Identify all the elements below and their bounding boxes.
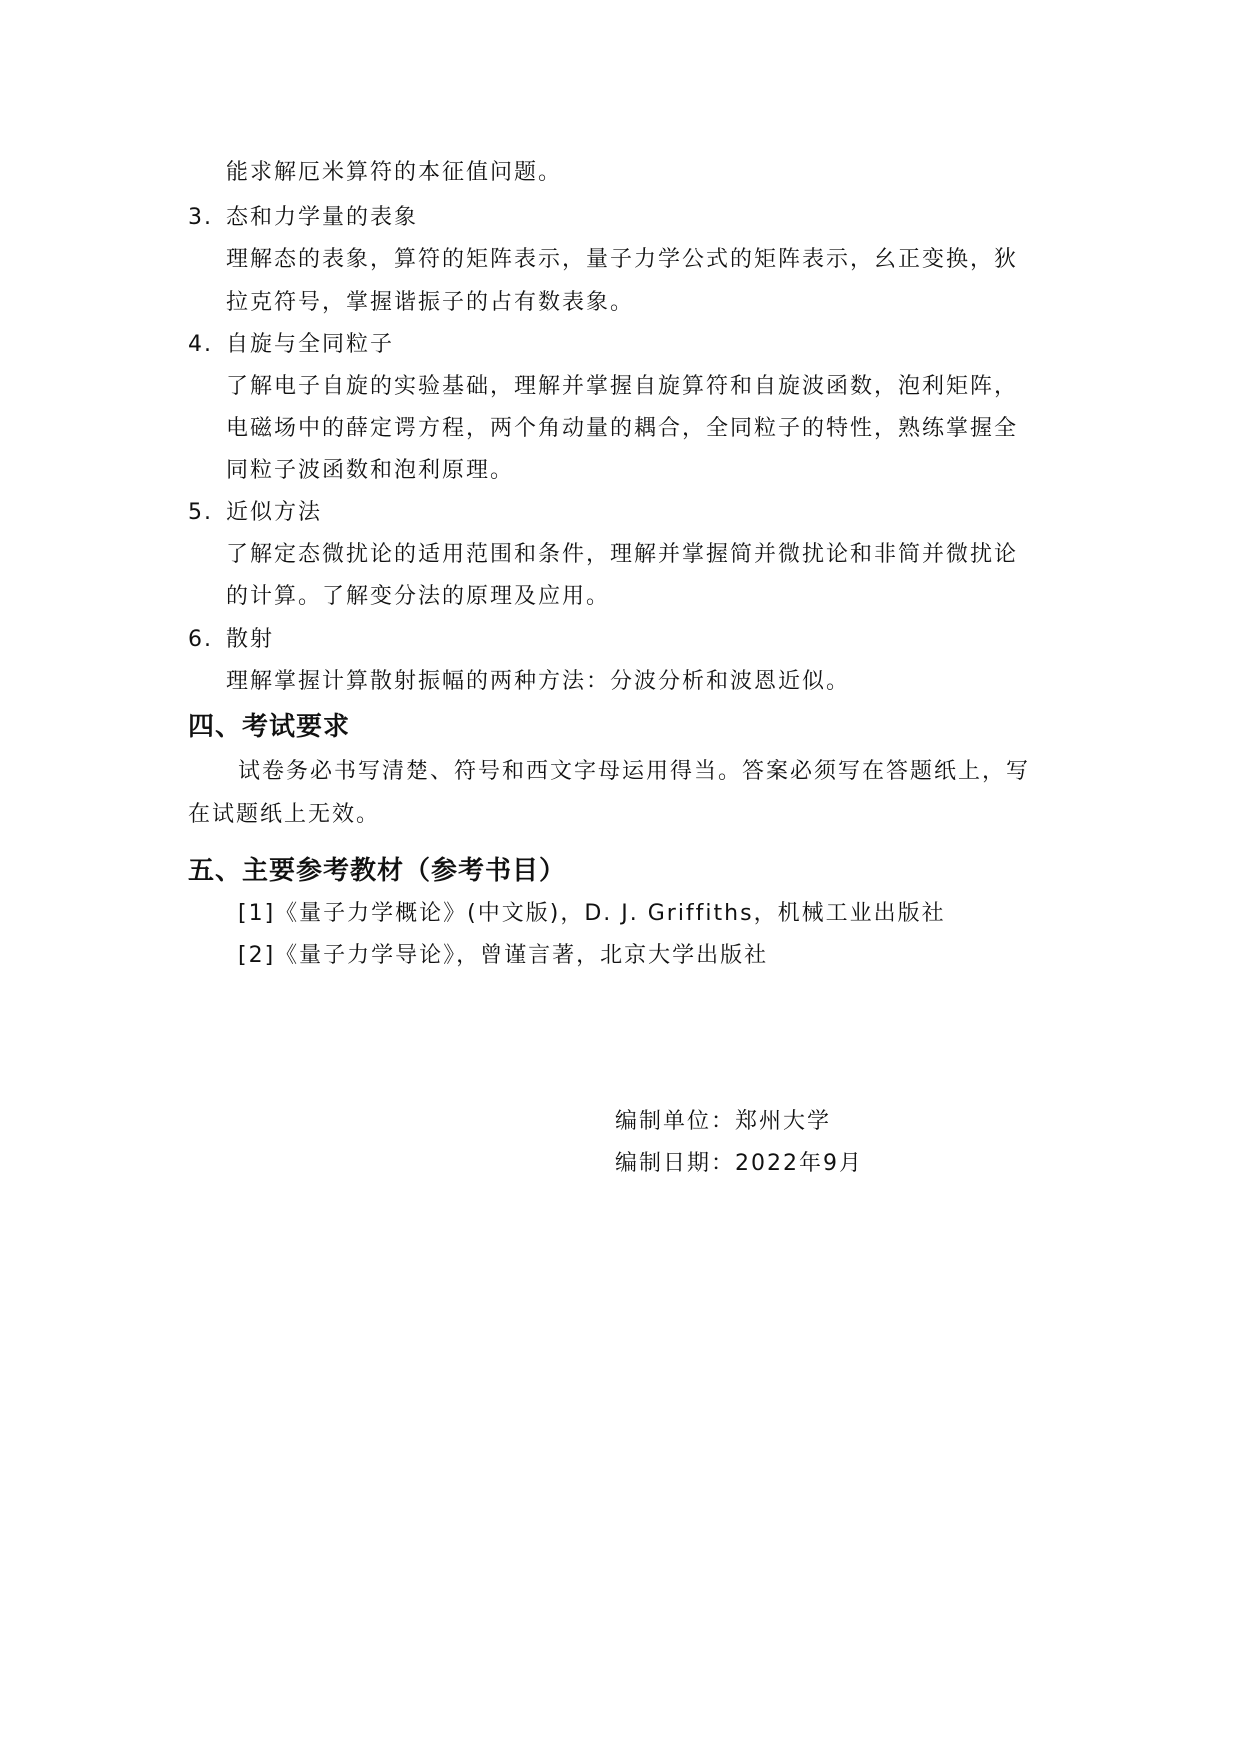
section-4-line-1: 试卷务必书写清楚、符号和西文字母运用得当。答案必须写在答题纸上，写 <box>238 759 1031 784</box>
item-2-continuation: 能求解厄米算符的本征值问题。 <box>226 160 563 185</box>
compile-unit: 编制单位：郑州大学 <box>615 1109 832 1134</box>
item-5-line-1: 了解定态微扰论的适用范围和条件，理解并掌握简并微扰论和非简并微扰论 <box>226 542 1019 567</box>
item-3-title: 态和力学量的表象 <box>226 205 419 230</box>
compile-date: 编制日期：2022年9月 <box>615 1151 863 1176</box>
item-5-line-2: 的计算。了解变分法的原理及应用。 <box>226 584 611 609</box>
item-3-line-1: 理解态的表象，算符的矩阵表示，量子力学公式的矩阵表示，幺正变换，狄 <box>226 247 1019 272</box>
reference-2: [2]《量子力学导论》，曾谨言著，北京大学出版社 <box>238 943 769 968</box>
item-6-line-1: 理解掌握计算散射振幅的两种方法：分波分析和波恩近似。 <box>226 669 851 694</box>
item-3-line-2: 拉克符号，掌握谐振子的占有数表象。 <box>226 290 635 315</box>
item-6-title: 散射 <box>226 627 275 652</box>
item-4-line-3: 同粒子波函数和泡利原理。 <box>226 458 515 483</box>
item-3-number: 3. <box>188 205 213 230</box>
item-6-number: 6. <box>188 627 213 652</box>
section-4-line-2: 在试题纸上无效。 <box>188 802 381 827</box>
item-4-line-1: 了解电子自旋的实验基础，理解并掌握自旋算符和自旋波函数，泡利矩阵， <box>226 374 1019 399</box>
item-4-number: 4. <box>188 332 213 357</box>
item-5-title: 近似方法 <box>226 500 323 525</box>
reference-1: [1]《量子力学概论》(中文版)，D. J. Griffiths，机械工业出版社 <box>238 901 946 926</box>
item-5-number: 5. <box>188 500 213 525</box>
item-4-title: 自旋与全同粒子 <box>226 332 395 357</box>
section-5-heading: 五、主要参考教材（参考书目） <box>188 856 567 886</box>
item-4-line-2: 电磁场中的薛定谔方程，两个角动量的耦合，全同粒子的特性，熟练掌握全 <box>226 416 1019 441</box>
section-4-heading: 四、考试要求 <box>188 712 351 742</box>
